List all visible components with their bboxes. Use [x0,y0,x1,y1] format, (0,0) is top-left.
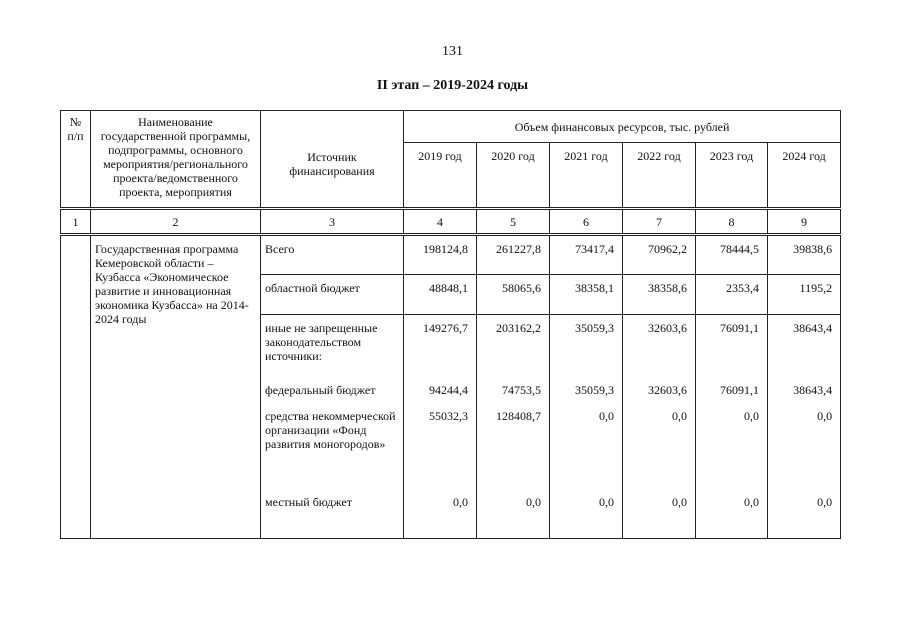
value-cell: 0,0 [599,495,614,509]
value-column-2022 [623,315,696,539]
value-cell: 48848,1 [404,275,477,315]
value-cell: 94244,4 [429,383,468,397]
value-column-2023 [696,315,768,539]
source-cell: Всего [261,235,404,275]
column-number: 6 [550,209,623,235]
value-cell: 2353,4 [696,275,768,315]
value-cell: 0,0 [672,495,687,509]
value-cell: 128408,7 [496,409,541,423]
source-local: местный бюджет [265,495,352,509]
value-cell: 70962,2 [623,235,696,275]
column-number: 3 [261,209,404,235]
value-cell: 149276,7 [423,321,468,335]
value-cell: 38358,6 [623,275,696,315]
value-cell: 1195,2 [768,275,841,315]
header-year: 2022 год [623,143,696,209]
column-number: 4 [404,209,477,235]
value-cell: 0,0 [817,409,833,423]
value-cell: 261227,8 [477,235,550,275]
value-cell: 39838,6 [768,235,841,275]
source-other: иные не запрещенные законодательством источники: [265,321,378,363]
table-row [61,235,841,275]
value-cell: 32603,6 [648,321,687,335]
value-cell: 76091,1 [720,383,759,397]
header-col-volume: Объем финансовых ресурсов, тыс. рублей [404,111,841,143]
value-cell: 35059,3 [575,383,614,397]
value-cell: 58065,6 [477,275,550,315]
column-number: 9 [768,209,841,235]
value-column-2024 [768,315,841,539]
value-cell: 35059,3 [575,321,614,335]
value-cell: 203162,2 [496,321,541,335]
value-cell: 0,0 [526,495,541,509]
value-cell: 0,0 [744,409,759,423]
value-column-2021 [550,315,623,539]
header-year: 2023 год [696,143,768,209]
column-number: 2 [91,209,261,235]
header-year: 2020 год [477,143,550,209]
source-cell-group [261,315,404,539]
source-cell: областной бюджет [261,275,404,315]
value-cell: 38358,1 [550,275,623,315]
header-col-no: № п/п [61,111,91,209]
column-number-row [61,209,841,235]
source-nko: средства некоммерческой организации «Фонд развития моногородов» [265,409,396,451]
program-name: Государственная программа Кемеровской области – Кузбасса «Экономическое развитие и инновационная экономика Кузбасса» на 2014-2024 годы [91,235,261,539]
value-cell: 55032,3 [429,409,468,423]
financing-table [60,110,841,539]
header-row-1 [61,111,841,143]
header-year: 2019 год [404,143,477,209]
header-year: 2024 год [768,143,841,209]
row-number-cell [61,235,91,539]
value-cell: 0,0 [672,409,687,423]
header-col-source: Источник финансирования [261,111,404,209]
source-federal: федеральный бюджет [265,383,376,397]
value-cell: 32603,6 [648,383,687,397]
value-column-2020 [477,315,550,539]
value-cell: 73417,4 [550,235,623,275]
value-column-2019 [404,315,477,539]
stage-title: II этап – 2019-2024 годы [376,78,529,93]
value-cell: 38643,4 [793,383,833,397]
page-number: 131 [442,44,463,59]
value-cell: 38643,4 [793,321,833,335]
value-cell: 76091,1 [720,321,759,335]
value-cell: 74753,5 [502,383,541,397]
column-number: 8 [696,209,768,235]
column-number: 7 [623,209,696,235]
column-number: 1 [61,209,91,235]
header-year: 2021 год [550,143,623,209]
value-cell: 0,0 [599,409,614,423]
column-number: 5 [477,209,550,235]
value-cell: 0,0 [744,495,759,509]
value-cell: 0,0 [817,495,833,509]
value-cell: 0,0 [453,495,468,509]
header-col-name: Наименование государственной программы, подпрограммы, основного мероприятия/регионального проекта/ведомственного проекта, мероприятия [91,111,261,209]
value-cell: 78444,5 [696,235,768,275]
value-cell: 198124,8 [404,235,477,275]
